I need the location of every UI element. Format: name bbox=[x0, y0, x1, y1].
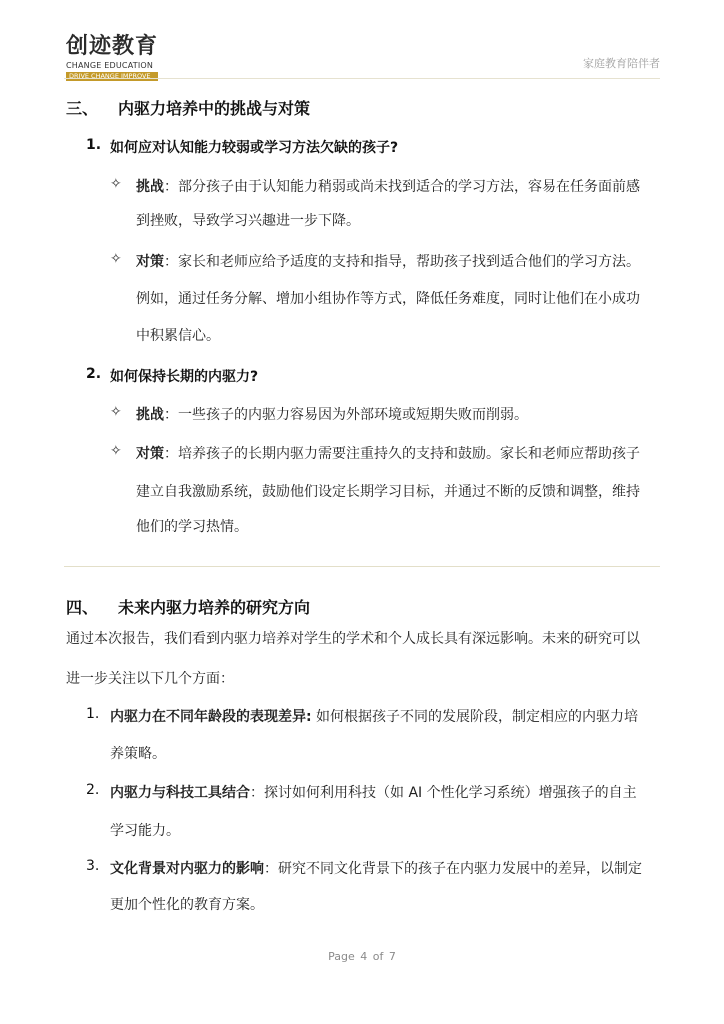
page-of-word: of bbox=[372, 950, 384, 963]
diamond-outline-icon: ✧ bbox=[110, 176, 122, 192]
logo-title: 创迹教育 bbox=[66, 34, 159, 59]
direction-1-text: 如何根据孩子不同的发展阶段，制定相应的内驱力培 bbox=[311, 709, 639, 725]
section-4-intro-line-1: 通过本次报告，我们看到内驱力培养对学生的学术和个人成长具有深远影响。未来的研究可以 bbox=[66, 631, 640, 647]
question-2-title: 如何保持长期的内驱力? bbox=[110, 369, 259, 385]
q1-strategy-text: ：家长和老师应给予适度的支持和指导，帮助孩子找到适合他们的学习方法。 bbox=[164, 254, 640, 270]
question-2-number: 2. bbox=[86, 366, 102, 382]
direction-3-number: 3. bbox=[86, 858, 100, 874]
direction-3-line-1 bbox=[110, 858, 642, 878]
section-3-number: 三、 bbox=[66, 99, 99, 118]
section-4-number: 四、 bbox=[66, 598, 99, 617]
header-divider bbox=[64, 78, 660, 79]
direction-1-line-1 bbox=[110, 706, 638, 726]
brand-logo bbox=[66, 34, 158, 81]
diamond-outline-icon: ✧ bbox=[110, 404, 122, 420]
page-word: Page bbox=[328, 950, 355, 963]
direction-3-line-2: 更加个性化的教育方案。 bbox=[110, 897, 264, 913]
logo-slogan: DRIVE CHANGE IMPROVE bbox=[66, 72, 158, 81]
direction-2-text: ：探讨如何利用科技（如 AI 个性化学习系统）增强孩子的自主 bbox=[250, 785, 637, 801]
question-1-title: 如何应对认知能力较弱或学习方法欠缺的孩子? bbox=[110, 140, 399, 156]
q1-strategy-line-3: 中积累信心。 bbox=[136, 328, 220, 344]
page-footer bbox=[0, 950, 724, 963]
direction-2-number: 2. bbox=[86, 782, 100, 798]
direction-2-line-1 bbox=[110, 782, 637, 802]
logo-subtitle: CHANGE EDUCATION bbox=[66, 61, 154, 70]
q2-strategy-label: 对策 bbox=[136, 446, 164, 462]
direction-3-label: 文化背景对内驱力的影响 bbox=[110, 861, 264, 877]
direction-1-number: 1. bbox=[86, 706, 100, 722]
q1-challenge-text: ：部分孩子由于认知能力稍弱或尚未找到适合的学习方法，容易在任务面前感 bbox=[164, 179, 640, 195]
q2-challenge-label: 挑战 bbox=[136, 407, 164, 423]
section-divider bbox=[64, 566, 660, 567]
q2-challenge-text: ：一些孩子的内驱力容易因为外部环境或短期失败而削弱。 bbox=[164, 407, 528, 423]
page-total: 7 bbox=[388, 950, 396, 963]
q1-strategy-label: 对策 bbox=[136, 254, 164, 270]
section-4-title: 未来内驱力培养的研究方向 bbox=[118, 598, 311, 617]
q1-challenge-line-2: 到挫败，导致学习兴趣进一步下降。 bbox=[136, 213, 360, 229]
diamond-outline-icon: ✧ bbox=[110, 443, 122, 459]
diamond-outline-icon: ✧ bbox=[110, 251, 122, 267]
header-tagline: 家庭教育陪伴者 bbox=[583, 57, 660, 70]
q1-challenge-label: 挑战 bbox=[136, 179, 164, 195]
direction-3-text: ：研究不同文化背景下的孩子在内驱力发展中的差异，以制定 bbox=[264, 861, 642, 877]
question-1-number: 1. bbox=[86, 137, 102, 153]
direction-2-line-2: 学习能力。 bbox=[110, 823, 180, 839]
q2-strategy-line-1 bbox=[136, 443, 640, 463]
page-current: 4 bbox=[360, 950, 368, 963]
q1-strategy-line-1 bbox=[136, 251, 640, 271]
section-3-title: 内驱力培养中的挑战与对策 bbox=[118, 99, 311, 118]
direction-1-label: 内驱力在不同年龄段的表现差异: bbox=[110, 709, 312, 725]
direction-2-label: 内驱力与科技工具结合 bbox=[110, 785, 250, 801]
direction-1-line-2: 养策略。 bbox=[110, 746, 166, 762]
q2-challenge-line-1 bbox=[136, 404, 528, 424]
q1-strategy-line-2: 例如，通过任务分解、增加小组协作等方式，降低任务难度，同时让他们在小成功 bbox=[136, 291, 640, 307]
q1-challenge-line-1 bbox=[136, 176, 640, 196]
q2-strategy-line-2: 建立自我激励系统，鼓励他们设定长期学习目标，并通过不断的反馈和调整，维持 bbox=[136, 484, 640, 500]
q2-strategy-line-3: 他们的学习热情。 bbox=[136, 519, 248, 535]
section-4-intro-line-2: 进一步关注以下几个方面： bbox=[66, 671, 234, 687]
q2-strategy-text: ：培养孩子的长期内驱力需要注重持久的支持和鼓励。家长和老师应帮助孩子 bbox=[164, 446, 640, 462]
